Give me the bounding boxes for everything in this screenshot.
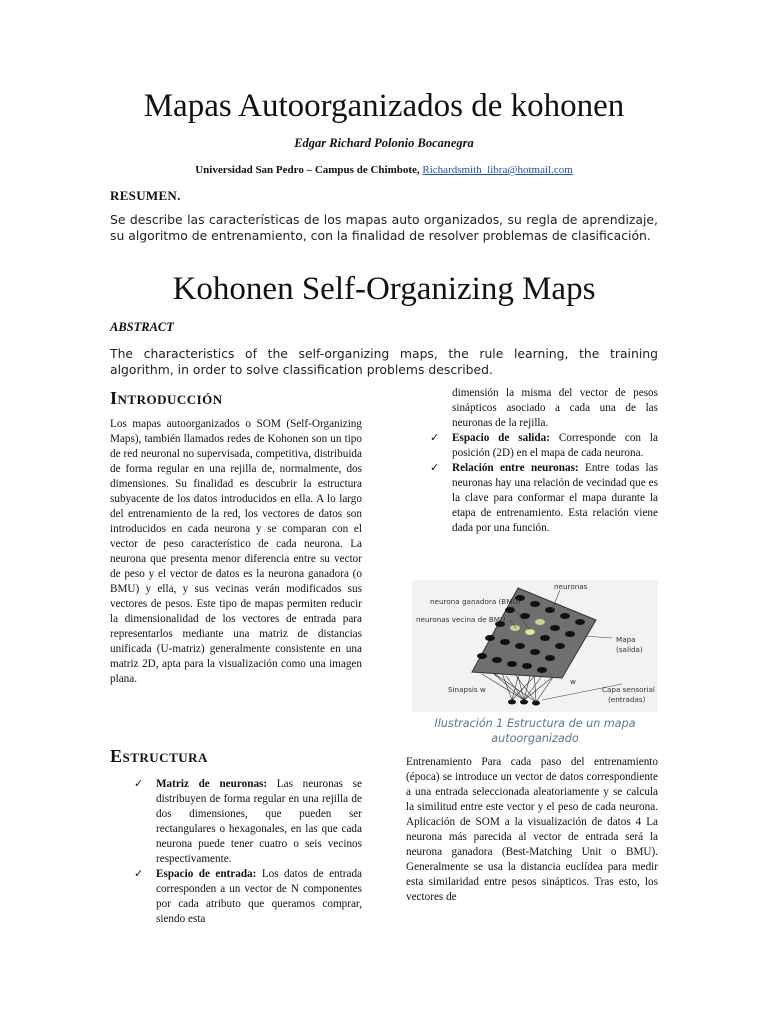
intro-heading: Introducción xyxy=(110,388,223,408)
item-text: Entre todas las neuronas hay una relación de vecindad que es la clave para conformar el mapa durante la etapa de entrenamiento. Esta relación viene dada por una función. xyxy=(452,462,658,534)
right-list xyxy=(426,431,658,536)
figure-caption: Ilustración 1 Estructura de un mapa autoorganizado xyxy=(434,717,636,745)
estructura-list xyxy=(130,777,362,927)
item-term: Espacio de salida: xyxy=(452,432,550,444)
label-ganadora: neurona ganadora (BMU) xyxy=(430,597,521,606)
abstract-heading: ABSTRACT xyxy=(110,320,174,334)
abstract-text: The characteristics of the self-organizing maps, the rule learning, the training algorithm, in order to solve classification problems described. xyxy=(110,346,658,377)
right-column-top xyxy=(406,386,658,536)
label-wj: w xyxy=(570,677,576,686)
resumen-text: Se describe las características de los mapas auto organizados, su regla de aprendizaje, su algoritmo de entrenamiento, con la finalidad de resolver problemas de clasificación. xyxy=(110,212,658,243)
item-text: Corresponde con la posición (2D) en el mapa de cada neurona. xyxy=(452,432,658,459)
author-name: Edgar Richard Polonio Bocanegra xyxy=(294,136,474,150)
label-neuronas: neuronas xyxy=(554,582,588,591)
paper-title-en: Kohonen Self-Organizing Maps xyxy=(172,271,596,307)
item-text: Las neuronas se distribuyen de forma regular en una rejilla de dos dimensiones, que pueden ser rectangulares o hexagonales, en las que cada neurona puede tener cuatro o seis vecinos respectivamente. xyxy=(156,778,362,865)
affiliation: Universidad San Pedro – Campus de Chimbote, xyxy=(195,164,420,176)
paper-title-es: Mapas Autoorganizados de kohonen xyxy=(143,88,625,124)
item-text: Los datos de entrada corresponden a un vector de N componentes por cada atributo que queramos comprar, siendo esta xyxy=(156,868,362,925)
item-term: Relación entre neuronas: xyxy=(452,462,579,474)
checkmark-icon: ✓ xyxy=(134,778,144,790)
estructura-heading: Estructura xyxy=(110,746,208,766)
checkmark-icon: ✓ xyxy=(134,868,144,880)
label-capa: Capa sensorial xyxy=(602,685,655,694)
list-item xyxy=(426,461,658,536)
list-item xyxy=(130,867,362,927)
author-email-link[interactable]: Richardsmith_libra@hotmail.com xyxy=(422,164,573,176)
left-column xyxy=(110,388,362,687)
label-salida: (salida) xyxy=(616,645,643,654)
label-entradas: (entradas) xyxy=(608,695,646,704)
checkmark-icon: ✓ xyxy=(430,462,440,474)
checkmark-icon: ✓ xyxy=(430,432,440,444)
intro-text: Los mapas autoorganizados o SOM (Self-Organizing Maps), también llamados redes de Kohonen son un tipo de red neuronal no supervisada, competitiva, distribuida de forma regular en una rejilla de, normalmente, dos dimensiones. Su finalidad es descubrir la estructura subyacente de los datos introducidos en ella. A lo largo del entrenamiento de la red, los vectores de datos son introducidos en cada neurona y se comparan con el vector de peso característico de cada neurona. La neurona que presenta menor diferencia entre su vector de peso y el vector de datos es la neurona ganadora (o BMU) y ella, y sus vecinas verán modificados sus vectores de pesos. Este tipo de mapas permiten reducir la dimensionalidad de los vectores de entrada para representarlos mediante una matriz de distancias unificada (U-matriz) generalmente consistente en una matriz 2D, apta para la visualización como una imagen plana. xyxy=(110,418,362,685)
item-term: Espacio de entrada: xyxy=(156,868,257,880)
affiliation-line xyxy=(0,164,768,176)
som-structure-figure xyxy=(412,580,658,712)
resumen-heading: RESUMEN. xyxy=(110,188,181,203)
item-term: Matriz de neuronas: xyxy=(156,778,268,790)
estructura-section xyxy=(110,746,362,927)
label-sinapsis: Sinapsis w xyxy=(448,685,486,694)
list-item xyxy=(426,431,658,461)
continuation-text: dimensión la misma del vector de pesos sinápticos asociado a cada una de las neuronas de la rejilla. xyxy=(452,387,658,429)
entrenamiento-text: Entrenamiento Para cada paso del entrenamiento (época) se introduce un vector de datos correspondiente a una entrada seleccionada aleatoriamente y se calcula la similitud entre este vector y el peso de cada neurona. Aplicación de SOM a la visualización de datos 4 La neurona más parecida al vector de entrada será la neurona ganadora (Best-Matching Unit o BMU). Generalmente se usa la distancia euclídea para medir esta similaridad entre pesos sinápticos. Tras esto, los vectores de xyxy=(406,756,658,903)
label-vecina: neuronas vecina de BMU xyxy=(416,615,506,624)
label-mapa: Mapa xyxy=(616,635,636,644)
list-item xyxy=(130,777,362,867)
